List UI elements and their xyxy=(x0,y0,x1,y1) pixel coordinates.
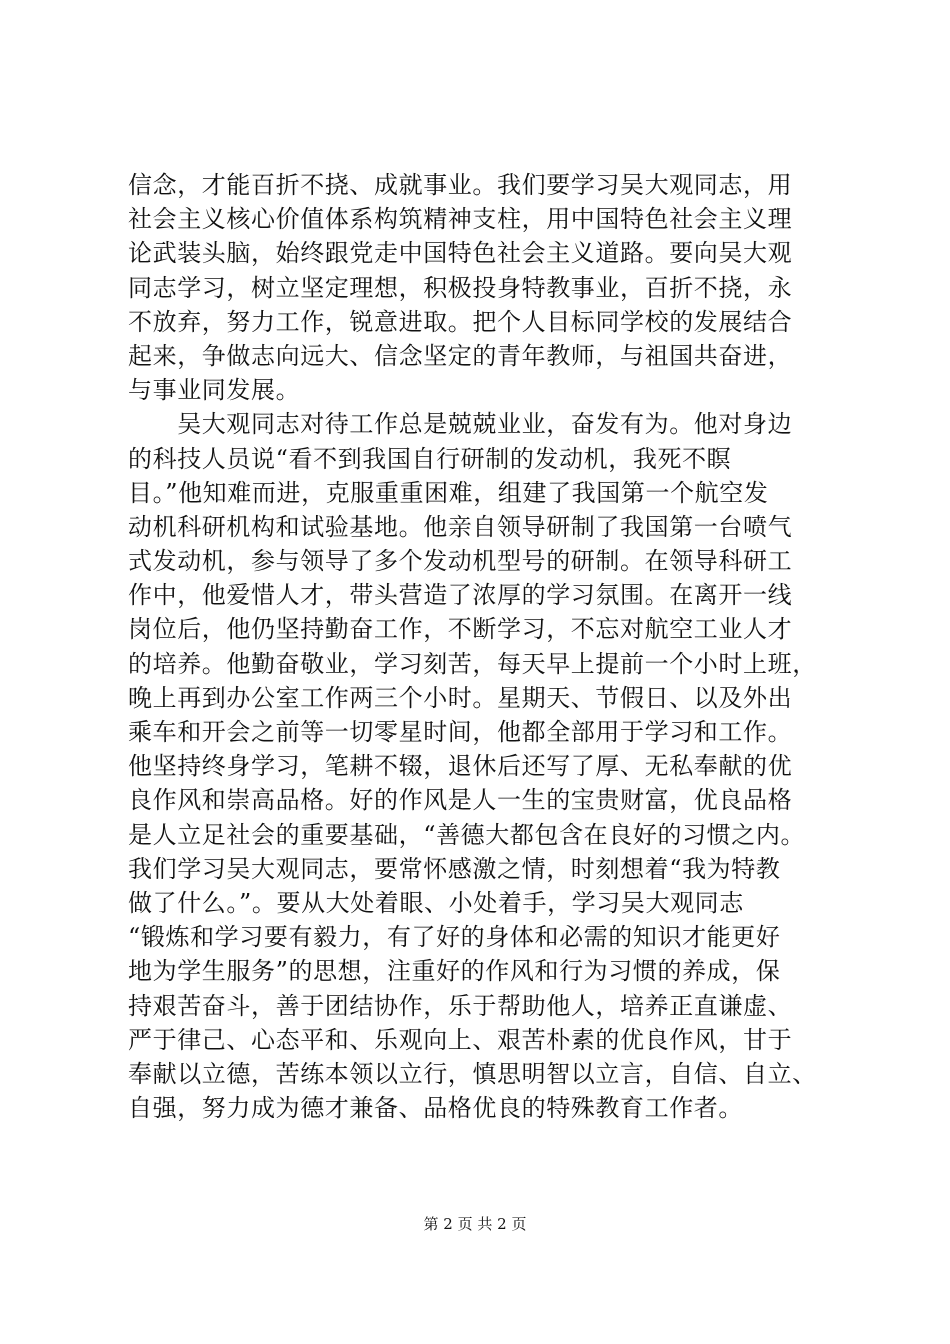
text-line: 我们学习吴大观同志，要常怀感激之情，时刻想着“我为特教 xyxy=(128,854,781,883)
text-line: 吴大观同志对待工作总是兢兢业业，奋发有为。他对身边 xyxy=(128,410,793,439)
page-number-label: 第 2 页 共 2 页 xyxy=(423,1215,527,1233)
text-line: 晚上再到办公室工作两三个小时。星期天、节假日、以及外出 xyxy=(128,683,793,712)
text-line: 论武装头脑，始终跟党走中国特色社会主义道路。要向吴大观 xyxy=(128,239,793,268)
text-line: 做了什么。”。要从大处着眼、小处着手，学习吴大观同志 xyxy=(128,888,744,917)
text-line: 的科技人员说“看不到我国自行研制的发动机，我死不瞑 xyxy=(128,444,732,473)
text-line: 地为学生服务”的思想，注重好的作风和行为习惯的养成，保 xyxy=(128,957,781,986)
text-line: 式发动机，参与领导了多个发动机型号的研制。在领导科研工 xyxy=(128,547,793,576)
text-line: 目。”他知难而进，克服重重困难，组建了我国第一个航空发 xyxy=(128,478,769,507)
text-line: 严于律己、心态平和、乐观向上、艰苦朴素的优良作风，甘于 xyxy=(128,1025,793,1054)
text-line: 动机科研机构和试验基地。他亲自领导研制了我国第一台喷气 xyxy=(128,512,793,541)
page-footer xyxy=(0,1214,950,1234)
text-line: 不放弃，努力工作，锐意进取。把个人目标同学校的发展结合 xyxy=(128,307,793,336)
text-line: 同志学习，树立坚定理想，积极投身特教事业，百折不挠，永 xyxy=(128,273,793,302)
text-line: 岗位后，他仍坚持勤奋工作，不断学习，不忘对航空工业人才 xyxy=(128,615,793,644)
text-line: 社会主义核心价值体系构筑精神支柱，用中国特色社会主义理 xyxy=(128,205,793,234)
text-line: “锻炼和学习要有毅力，有了好的身体和必需的知识才能更好 xyxy=(128,923,781,952)
text-line: 是人立足社会的重要基础，“善德大都包含在良好的习惯之内。 xyxy=(128,820,806,849)
text-line: 奉献以立德，苦练本领以立行，慎思明智以立言，自信、自立、 xyxy=(128,1059,817,1088)
text-line: 乘车和开会之前等一切零星时间，他都全部用于学习和工作。 xyxy=(128,718,793,746)
text-line: 与事业同发展。 xyxy=(128,376,301,405)
text-line: 起来，争做志向远大、信念坚定的青年教师，与祖国共奋进， xyxy=(128,341,793,370)
body-text xyxy=(128,168,828,1125)
text-line: 持艰苦奋斗，善于团结协作，乐于帮助他人，培养正直谦虚、 xyxy=(128,991,793,1020)
text-line: 良作风和崇高品格。好的作风是人一生的宝贵财富，优良品格 xyxy=(128,786,793,815)
text-line: 的培养。他勤奋敬业，学习刻苦，每天早上提前一个小时上班， xyxy=(128,649,817,678)
text-line: 信念，才能百折不挠、成就事业。我们要学习吴大观同志，用 xyxy=(128,171,793,199)
text-line: 他坚持终身学习，笔耕不辍，退休后还写了厚、无私奉献的优 xyxy=(128,752,793,781)
text-line: 自强，努力成为德才兼备、品格优良的特殊教育工作者。 xyxy=(128,1094,743,1123)
text-line: 作中，他爱惜人才，带头营造了浓厚的学习氛围。在离开一线 xyxy=(128,581,793,610)
